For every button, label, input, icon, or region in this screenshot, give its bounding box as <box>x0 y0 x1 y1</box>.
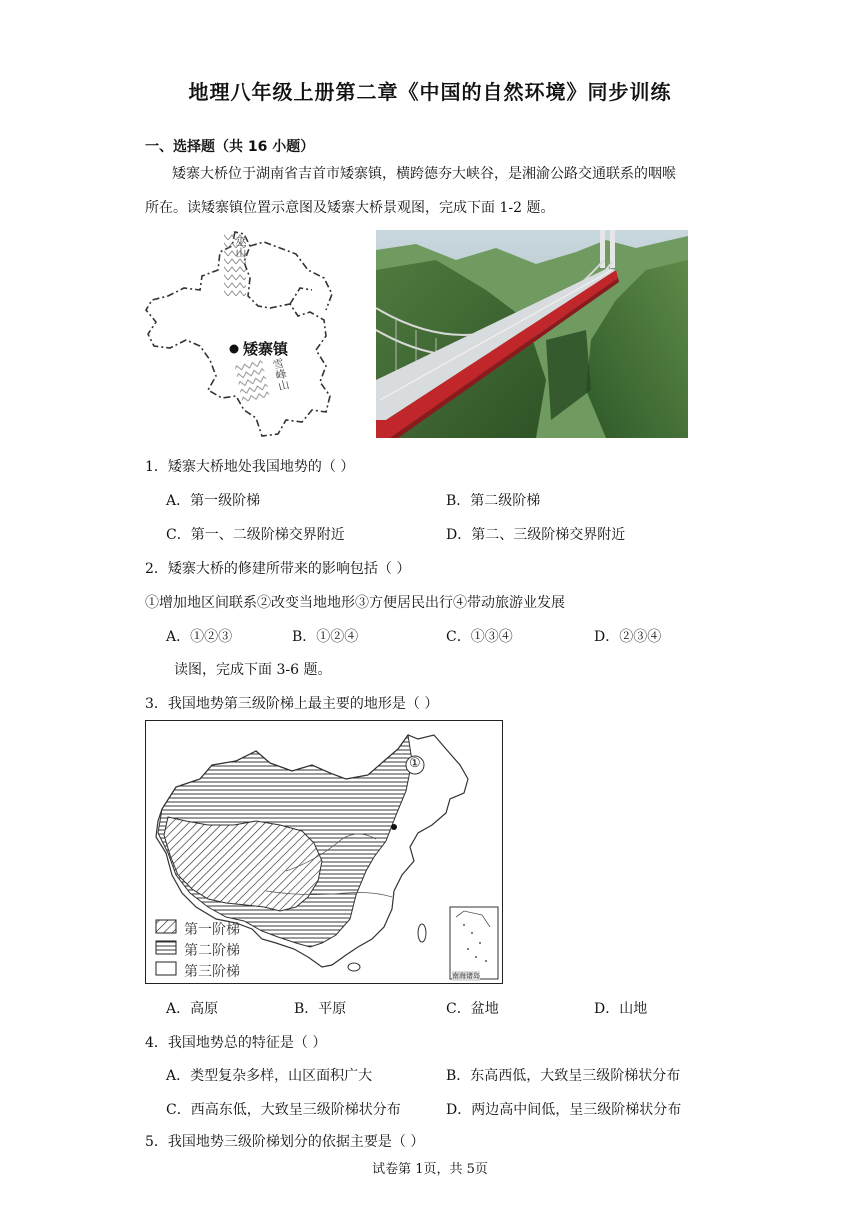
south-sea-inset <box>450 907 498 979</box>
mountain-label-south: 雪峰山 <box>270 356 291 392</box>
town-dot <box>230 345 239 354</box>
q4-stem: 4．我国地势总的特征是（ ） <box>145 1035 327 1051</box>
legend-second-step: 第二阶梯 <box>184 943 240 959</box>
q2-items: ①增加地区间联系②改变当地地形③方便居民出行④带动旅游业发展 <box>145 595 565 611</box>
q1-stem: 1．矮寨大桥地处我国地势的（ ） <box>145 459 355 475</box>
china-terrain-map <box>145 720 503 984</box>
q4-option-b[interactable]: B．东高西低，大致呈三级阶梯状分布 <box>446 1068 681 1084</box>
q2-stem: 2．矮寨大桥的修建所带来的影响包括（ ） <box>145 561 411 577</box>
bridge-photo <box>376 230 688 438</box>
legend-swatch-third <box>156 962 176 975</box>
intro-line-1: 矮寨大桥位于湖南省吉首市矮寨镇，横跨德夯大峡谷，是湘渝公路交通联系的咽喉 <box>172 166 676 182</box>
q4-option-a[interactable]: A．类型复杂多样，山区面积广大 <box>166 1068 373 1084</box>
q2-option-d[interactable]: D．②③④ <box>594 629 662 645</box>
section-heading: 一、选择题（共 16 小题） <box>145 139 315 155</box>
q5-stem: 5．我国地势三级阶梯划分的依据主要是（ ） <box>145 1134 425 1150</box>
q1-option-d[interactable]: D．第二、三级阶梯交界附近 <box>446 527 626 543</box>
map-marker-1: ① <box>409 756 421 771</box>
legend-first-step: 第一阶梯 <box>184 922 240 938</box>
q3-option-a[interactable]: A．高原 <box>166 1001 219 1017</box>
q2-option-b[interactable]: B．①②④ <box>292 629 359 645</box>
page-title: 地理八年级上册第二章《中国的自然环境》同步训练 <box>188 80 672 104</box>
intro-2: 读图，完成下面 3-6 题。 <box>174 662 332 678</box>
beijing-dot <box>391 824 397 830</box>
q2-option-a[interactable]: A．①②③ <box>166 629 233 645</box>
legend-third-step: 第三阶梯 <box>184 964 240 980</box>
q3-option-d[interactable]: D．山地 <box>594 1001 648 1017</box>
q1-option-a[interactable]: A．第一级阶梯 <box>166 493 261 509</box>
page-footer: 试卷第 1页，共 5页 <box>372 1162 488 1177</box>
q4-option-d[interactable]: D．两边高中间低，呈三级阶梯状分布 <box>446 1102 682 1118</box>
q3-option-c[interactable]: C．盆地 <box>446 1001 499 1017</box>
mountain-label-north: 巫山 <box>234 236 247 258</box>
mountain-range-south <box>234 358 270 403</box>
legend-swatch-first <box>156 920 176 933</box>
inset-label: 南海诸岛 <box>452 972 480 980</box>
town-label: 矮寨镇 <box>243 340 289 358</box>
intro-line-2: 所在。读矮寨镇位置示意图及矮寨大桥景观图，完成下面 1-2 题。 <box>145 200 555 216</box>
q1-option-c[interactable]: C．第一、二级阶梯交界附近 <box>166 527 345 543</box>
q2-option-c[interactable]: C．①③④ <box>446 629 513 645</box>
q3-stem: 3．我国地势第三级阶梯上最主要的地形是（ ） <box>145 696 439 712</box>
legend-swatch-second <box>156 941 176 954</box>
aizhai-location-map <box>140 226 370 440</box>
q3-option-b[interactable]: B．平原 <box>294 1001 347 1017</box>
q4-option-c[interactable]: C．西高东低，大致呈三级阶梯状分布 <box>166 1102 401 1118</box>
q1-option-b[interactable]: B．第二级阶梯 <box>446 493 541 509</box>
